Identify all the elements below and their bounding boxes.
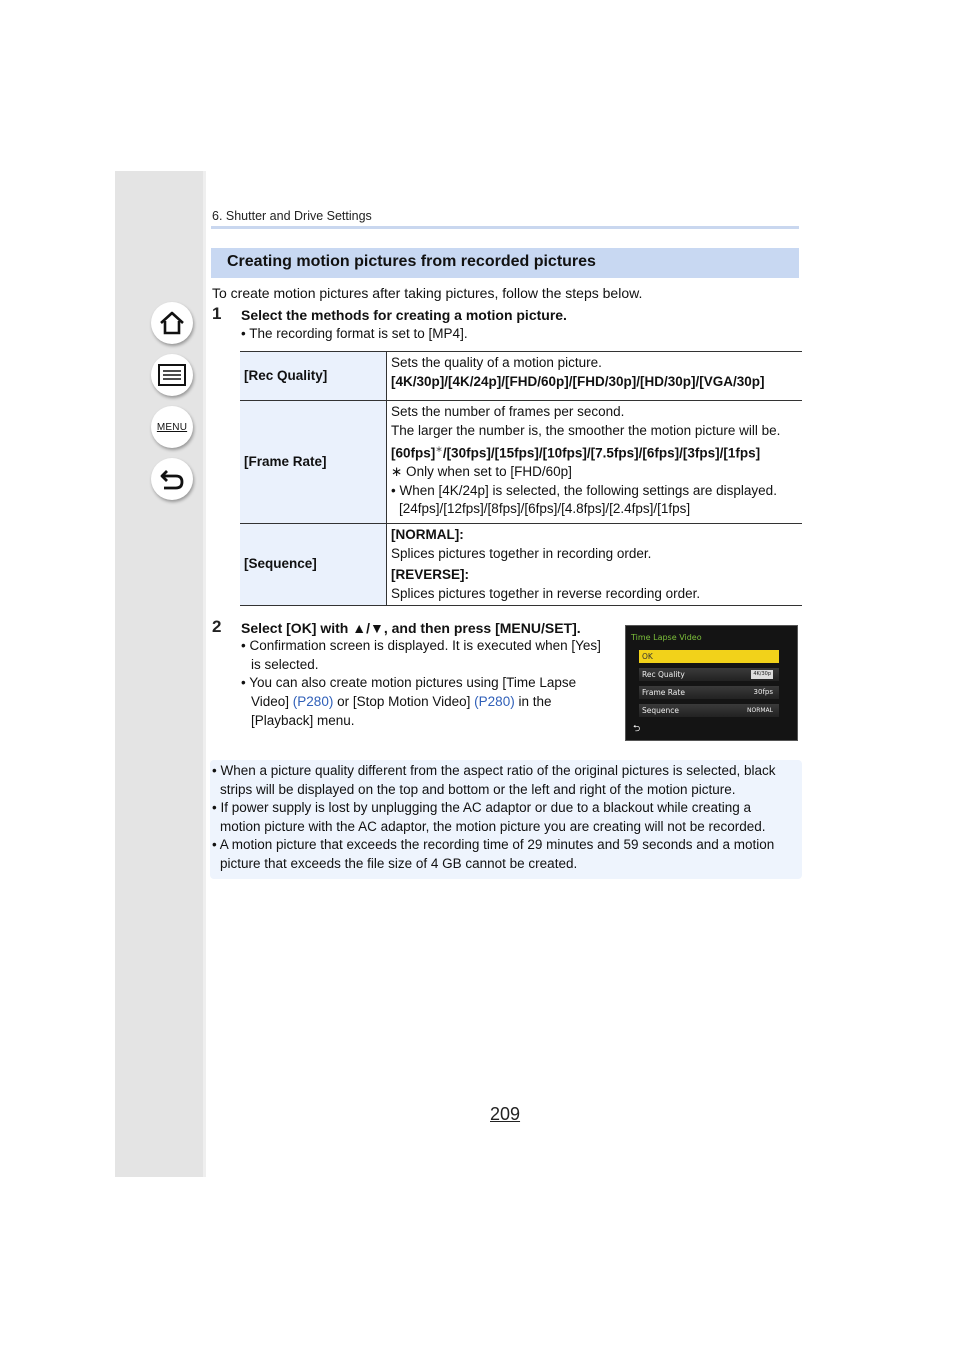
frame-rate-bullet: • When [4K/24p] is selected, the following settings are displayed.: [391, 482, 777, 498]
time-lapse-page-link[interactable]: (P280): [292, 694, 334, 710]
sequence-description: [387, 524, 803, 606]
step-2-bullet-1b: is selected.: [251, 656, 319, 672]
home-button[interactable]: [151, 302, 193, 344]
page-number: 209: [490, 1104, 521, 1124]
sequence-reverse-label: [REVERSE]:: [391, 567, 470, 582]
lcd-row-value: 30fps: [753, 688, 773, 696]
step-2-bullet-2b: [241, 693, 621, 712]
frame-rate-text-2: The larger the number is, the smoother the motion picture will be.: [391, 422, 781, 438]
running-head: 6. Shutter and Drive Settings: [212, 209, 372, 223]
table-row: [240, 401, 802, 524]
menu-button[interactable]: [151, 406, 193, 448]
step-2-bullet-2a: • You can also create motion pictures using [Time Lapse: [241, 675, 577, 691]
sequence-normal-label: [NORMAL]:: [391, 527, 464, 542]
frame-rate-4k24-options: [24fps]/[12fps]/[8fps]/[6fps]/[4.8fps]/[2.4fps]/[1fps]: [399, 501, 691, 516]
lcd-frame-rate-row: [639, 686, 779, 699]
rec-quality-options: [4K/30p]/[4K/24p]/[FHD/60p]/[FHD/30p]/[HD/30p]/[VGA/30p]: [391, 373, 765, 389]
sequence-label: [Sequence]: [240, 524, 387, 606]
sequence-normal-desc: Splices pictures together in recording order.: [391, 545, 652, 561]
step-2-bullet-2c: [Playback] menu.: [251, 712, 355, 728]
lcd-row-value: 4K/30p: [753, 671, 771, 677]
rec-quality-text: Sets the quality of a motion picture.: [391, 355, 602, 370]
step-1-title: Select the methods for creating a motion picture.: [241, 307, 567, 323]
table-row: [240, 524, 802, 606]
lcd-sequence-row: [639, 704, 779, 717]
text-span: in the: [514, 694, 552, 710]
menu-label: MENU: [156, 421, 188, 433]
step-2-bullets: [241, 637, 621, 731]
rec-quality-description: [387, 352, 803, 401]
lcd-row-label: Sequence: [642, 706, 679, 715]
frame-rate-option-first: [60fps]: [391, 445, 436, 461]
notes-box: [210, 760, 802, 879]
frame-rate-options: [391, 440, 798, 463]
footnote-mark: ∗: [435, 444, 443, 454]
rec-quality-label: [Rec Quality]: [240, 352, 387, 401]
back-button[interactable]: [151, 458, 193, 500]
sequence-reverse-desc: Splices pictures together in reverse recording order.: [391, 585, 701, 601]
settings-table: [240, 351, 802, 606]
frame-rate-text-1: Sets the number of frames per second.: [391, 404, 625, 419]
table-row: [240, 352, 802, 401]
stop-motion-page-link[interactable]: (P280): [474, 694, 515, 710]
return-icon: [158, 466, 186, 492]
step-2-title: Select [OK] with ▲/▼, and then press [MENU/SET].: [241, 620, 581, 636]
note-item: • If power supply is lost by unplugging the AC adaptor or due to a blackout while creating a motion picture with the AC adaptor, the motion picture you are creating will not be recorded.: [212, 800, 766, 834]
text-span: Video]: [251, 694, 293, 710]
lcd-row-value: NORMAL: [746, 707, 773, 714]
step-1-number: 1: [212, 304, 222, 323]
lcd-row-label: Rec Quality: [642, 670, 685, 679]
frame-rate-note: ∗ Only when set to [FHD/60p]: [391, 464, 572, 479]
frame-rate-description: [387, 401, 803, 524]
frame-rate-label: [Frame Rate]: [240, 401, 387, 524]
home-icon: [158, 309, 186, 337]
contents-button[interactable]: [151, 354, 193, 396]
section-title: Creating motion pictures from recorded pictures: [211, 248, 799, 278]
lcd-title: Time Lapse Video: [631, 633, 702, 642]
lcd-rec-quality-row: [639, 668, 779, 681]
step-2-number: 2: [212, 617, 222, 636]
note-item: • When a picture quality different from the aspect ratio of the original pictures is selected, black strips will be displayed on the top and bottom or the left and right of the motion picture.: [212, 763, 776, 797]
lcd-row-label: Frame Rate: [642, 688, 685, 697]
frame-rate-option-rest: /[30fps]/[15fps]/[10fps]/[7.5fps]/[6fps]/[3fps]/[1fps]: [442, 445, 761, 461]
text-span: or [Stop Motion Video]: [333, 694, 475, 710]
step-2-bullet-1a: • Confirmation screen is displayed. It is executed when [Yes]: [241, 638, 601, 653]
header-rule: [211, 226, 799, 229]
note-item: • A motion picture that exceeds the recording time of 29 minutes and 59 seconds and a motion picture that exceeds the file size of 4 GB cannot be created.: [212, 837, 775, 871]
list-icon: [157, 363, 187, 387]
step-1-bullet: • The recording format is set to [MP4].: [241, 326, 468, 341]
camera-screen-illustration: [625, 625, 798, 741]
lcd-ok-item: OK: [639, 650, 779, 663]
intro-text: To create motion pictures after taking pictures, follow the steps below.: [212, 285, 643, 301]
return-icon: ⮌: [633, 724, 641, 734]
